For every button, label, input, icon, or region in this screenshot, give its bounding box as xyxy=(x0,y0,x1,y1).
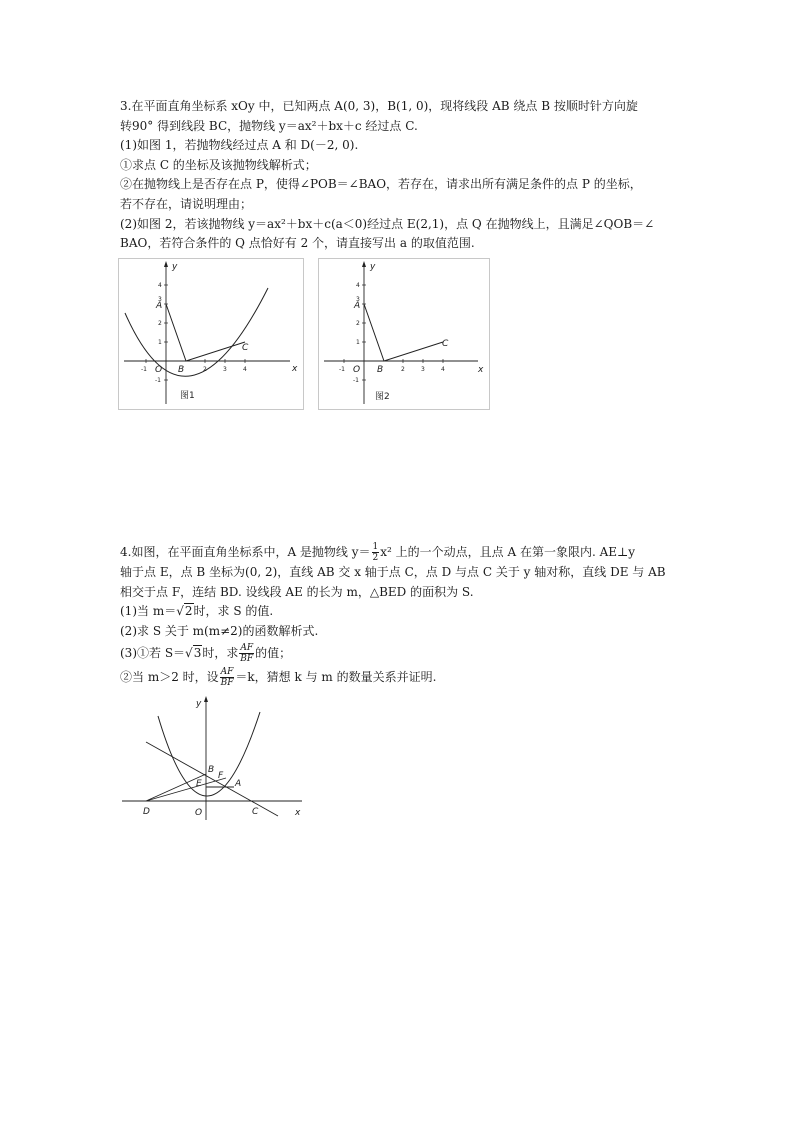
q4-line-6-pre: (3)①若 S＝ xyxy=(120,646,186,661)
figure-q4 xyxy=(118,694,308,822)
q4-line-3: 相交于点 F，连结 BD. 设线段 AE 的长为 m，△BED 的面积为 S. xyxy=(120,584,474,599)
q4-line-6 xyxy=(120,641,700,665)
q3-line-7: (2)如图 2，若该抛物线 y＝ax²＋bx＋c(a＜0)经过点 E(2,1)，点 Q 在抛物线上，且满足∠QOB＝∠ xyxy=(120,216,655,231)
frac-af: AF xyxy=(240,643,254,654)
q4-line-4-pre: (1)当 m＝ xyxy=(120,604,177,619)
q3-line-2: 转90° 得到线段 BC，抛物线 y＝ax²＋bx＋c 经过点 C. xyxy=(120,118,418,133)
q4-parabola xyxy=(158,712,260,796)
fig1-y-arrow xyxy=(164,261,168,267)
fig1-axis-x-label: x xyxy=(292,364,298,374)
fig1-xtick-3: 3 xyxy=(223,366,227,373)
frac-bf: BF xyxy=(240,654,254,665)
fig1-ytick-1: 1 xyxy=(158,339,162,346)
fig2-ytick-neg1: -1 xyxy=(353,377,359,384)
fig2-axis-x-label: x xyxy=(478,365,484,375)
fig1-ytick-4: 4 xyxy=(158,282,162,289)
fig1-xtick-neg1: -1 xyxy=(141,366,147,373)
fig1-xtick-2: 2 xyxy=(203,366,207,373)
fig2-xtick-2: 2 xyxy=(401,366,405,373)
frac-denominator: 2 xyxy=(372,553,379,563)
fig1-xtick-4: 4 xyxy=(243,366,247,373)
question-4 xyxy=(120,541,700,689)
q4-line-1-pre: 4.如图，在平面直角坐标系中，A 是抛物线 y＝ xyxy=(120,545,371,559)
fig1-label-O: O xyxy=(155,365,163,375)
q4-y-arrow xyxy=(204,696,208,702)
q3-line-6: 若不存在，请说明理由； xyxy=(120,196,253,211)
frac-numerator: 1 xyxy=(372,542,379,552)
q3-line-3: (1)如图 1，若抛物线经过点 A 和 D(－2, 0). xyxy=(120,138,359,153)
frac-af-2: AF xyxy=(220,667,234,678)
fig2-segment-ABC xyxy=(364,304,443,361)
q4-line-5: (2)求 S 关于 m(m≠2)的函数解析式. xyxy=(120,623,319,638)
q4-label-O: O xyxy=(195,808,203,818)
q4-line-7-pre: ②当 m＞2 时，设 xyxy=(120,670,219,685)
q4-line-4 xyxy=(120,602,700,622)
fig1-ytick-2: 2 xyxy=(158,320,162,327)
question-3 xyxy=(120,97,700,254)
q3-line-5: ②在抛物线上是否存在点 P，使得∠POB＝∠BAO，若存在，请求出所有满足条件的点 P 的坐标， xyxy=(120,177,642,192)
fig1-caption: 图1 xyxy=(180,391,195,401)
q4-label-F: F xyxy=(218,771,224,781)
q4-axis-y-label: y xyxy=(196,699,202,709)
fig1-ytick-3: 3 xyxy=(158,296,162,303)
figure-2 xyxy=(318,258,490,410)
q4-label-A: A xyxy=(235,779,242,789)
fig1-ytick-neg1: -1 xyxy=(155,377,161,384)
q4-line-6-mid: 时，求 xyxy=(202,646,239,661)
q4-label-D: D xyxy=(143,807,150,817)
fig2-label-C: C xyxy=(442,339,449,349)
q4-line-6-post: 的值； xyxy=(255,646,292,661)
q4-label-C: C xyxy=(252,807,259,817)
q4-line-2: 轴于点 E，点 B 坐标为(0, 2)，直线 AB 交 x 轴于点 C，点 D 与点 C 关于 y 轴对称，直线 DE 与 AB xyxy=(120,565,666,579)
q4-fraction-half xyxy=(372,542,380,563)
fig1-axis-y-label: y xyxy=(172,262,178,272)
q4-line-1 xyxy=(120,541,700,563)
fig2-caption: 图2 xyxy=(375,392,390,402)
sqrt-3-radicand: 3 xyxy=(193,646,202,661)
sqrt-2: √2 xyxy=(176,604,193,619)
fig1-label-C: C xyxy=(242,343,249,353)
figure-2-frame xyxy=(319,259,490,410)
q4-line-4-post: 时，求 S 的值. xyxy=(193,604,274,619)
fig2-ytick-1: 1 xyxy=(356,339,360,346)
fig2-label-B: B xyxy=(377,365,384,375)
q4-line-1-post: x² 上的一个动点，且点 A 在第一象限内. AE⊥y xyxy=(380,545,636,559)
fig2-axis-y-label: y xyxy=(370,262,376,272)
frac-bf-2: BF xyxy=(220,678,234,689)
fig2-ytick-4: 4 xyxy=(356,282,360,289)
fig2-xtick-3: 3 xyxy=(421,366,425,373)
fig1-label-A: A xyxy=(156,301,163,311)
fig2-label-O: O xyxy=(353,365,361,375)
fig1-parabola xyxy=(125,288,268,376)
sqrt-2-radicand: 2 xyxy=(184,604,193,619)
q3-line-1: 3.在平面直角坐标系 xOy 中，已知两点 A(0, 3)，B(1, 0)，现将线段 AB 绕点 B 按顺时针方向旋 xyxy=(120,99,638,113)
q4-label-E: E xyxy=(196,779,202,789)
q4-line-7 xyxy=(120,665,700,689)
sqrt-3: √3 xyxy=(185,646,202,661)
fig2-label-A: A xyxy=(354,301,361,311)
fraction-af-bf-1 xyxy=(239,643,254,664)
fig1-label-B: B xyxy=(178,365,185,375)
fig1-segment-ABC xyxy=(166,304,245,361)
q3-line-4: ①求点 C 的坐标及该抛物线解析式； xyxy=(120,157,317,172)
fig2-ytick-2: 2 xyxy=(356,320,360,327)
q4-axis-x-label: x xyxy=(295,808,301,818)
fig2-ytick-3: 3 xyxy=(356,296,360,303)
fig2-xtick-neg1: -1 xyxy=(339,366,345,373)
q4-label-B: B xyxy=(208,765,215,775)
fraction-af-bf-2 xyxy=(220,667,235,688)
q3-line-8: BAO，若符合条件的 Q 点恰好有 2 个，请直接写出 a 的取值范围. xyxy=(120,236,475,251)
fig2-y-arrow xyxy=(362,261,366,267)
fig2-xtick-4: 4 xyxy=(441,366,445,373)
figure-1 xyxy=(118,258,304,410)
figure-1-frame xyxy=(119,259,304,410)
q4-line-AB xyxy=(146,742,278,816)
q4-line-7-post: ＝k，猜想 k 与 m 的数量关系并证明. xyxy=(235,670,437,685)
